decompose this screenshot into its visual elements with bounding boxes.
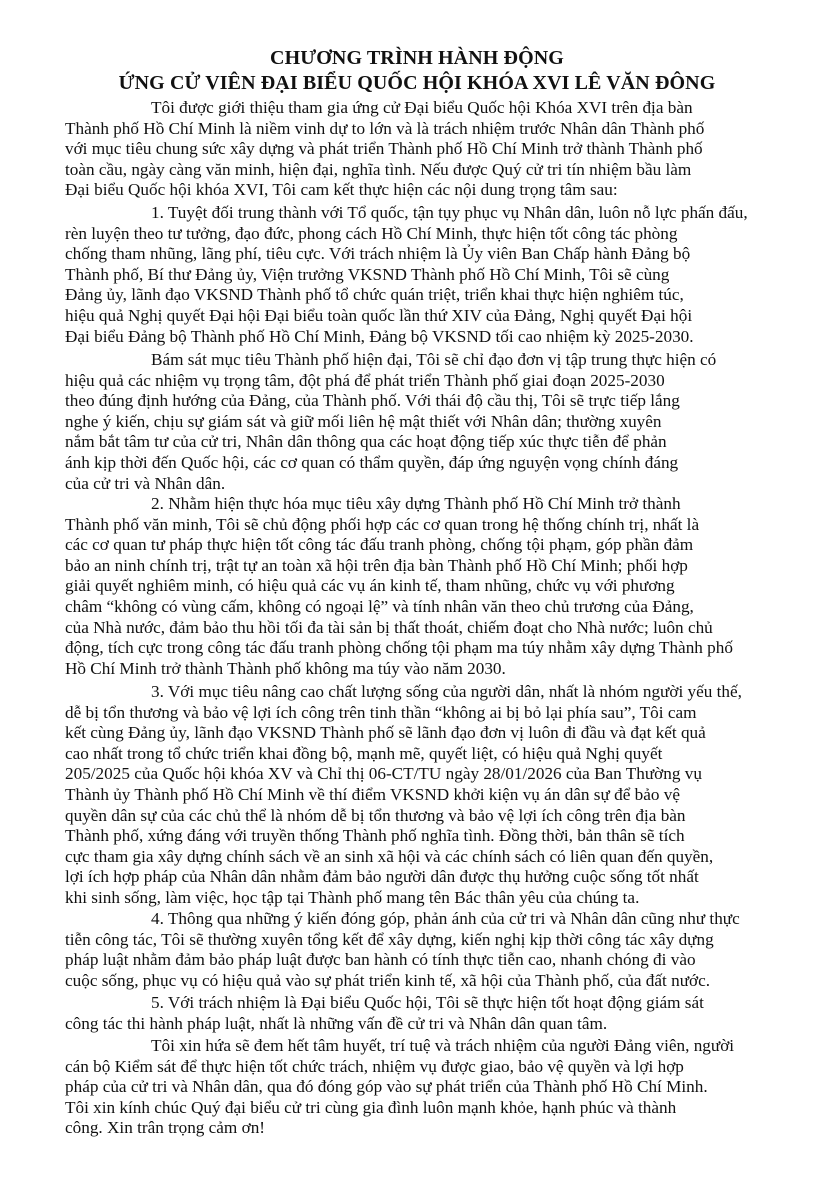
paragraph-line: nắm bắt tâm tư của cử tri, Nhân dân thông qua các hoạt động tiếp xúc thực tiễn để phản — [65, 432, 667, 452]
paragraph-line: 5. Với trách nhiệm là Đại biểu Quốc hội, Tôi sẽ thực hiện tốt hoạt động giám sát — [151, 993, 704, 1012]
paragraph-line: 205/2025 của Quốc hội khóa XV và Chỉ thị 06-CT/TU ngày 28/01/2026 của Ban Thường vụ — [65, 764, 702, 784]
paragraph-line: Tôi xin hứa sẽ đem hết tâm huyết, trí tuệ và trách nhiệm của người Đảng viên, người — [151, 1036, 735, 1055]
paragraph-line: hiệu quả Nghị quyết Đại hội Đại biểu toàn quốc lần thứ XIV của Đảng, Nghị quyết Đại hội — [65, 305, 693, 325]
paragraph-line: chống tham nhũng, lãng phí, tiêu cực. Với trách nhiệm là Ủy viên Ban Chấp hành Đảng bộ — [65, 244, 691, 264]
paragraph-line: giải quyết nghiêm minh, có hiệu quả các vụ án kinh tế, tham nhũng, chức vụ với phương — [65, 576, 675, 596]
paragraph-line: pháp luật nhằm đảm bảo pháp luật được ban hành có tính thực tiễn cao, nhanh chóng đi vào — [65, 950, 696, 970]
paragraph-line: với mục tiêu chung sức xây dựng và phát triển Thành phố Hồ Chí Minh trở thành Thành phố — [65, 139, 703, 159]
paragraph — [65, 203, 748, 347]
paragraph-line: của Nhà nước, đảm bảo thu hồi tối đa tài sản bị thất thoát, chiếm đoạt cho Nhà nước; luôn chủ — [65, 617, 713, 637]
paragraph-line: bảo an ninh chính trị, trật tự an toàn xã hội trên địa bàn Thành phố Hồ Chí Minh; phối hợp — [65, 555, 688, 575]
paragraph-line: Thành ủy Thành phố Hồ Chí Minh về thí điểm VKSND khởi kiện vụ án dân sự để bảo vệ — [65, 784, 680, 804]
paragraph-line: Hồ Chí Minh trở thành Thành phố không ma túy vào năm 2030. — [65, 658, 506, 678]
paragraph-line: 2. Nhằm hiện thực hóa mục tiêu xây dựng Thành phố Hồ Chí Minh trở thành — [151, 494, 681, 513]
paragraph-line: tiễn công tác, Tôi sẽ thường xuyên tổng kết để xây dựng, kiến nghị kịp thời công tác xây dựng — [65, 929, 714, 949]
paragraph-line: động, tích cực trong công tác đấu tranh phòng chống tội phạm ma túy nhằm xây dựng Thành phố — [65, 638, 733, 658]
paragraph-line: kết cùng Đảng ủy, lãnh đạo VKSND Thành phố sẽ lãnh đạo đơn vị luôn đi đầu và đạt kết quả — [65, 723, 706, 743]
paragraph-line: cao nhất trong tổ chức triển khai đồng bộ, mạnh mẽ, quyết liệt, có hiệu quả Nghị quyết — [65, 743, 663, 763]
paragraph-line: của cử tri và Nhân dân. — [65, 473, 226, 493]
paragraph-line: Đảng ủy, lãnh đạo VKSND Thành phố tổ chức quán triệt, triển khai thực hiện nghiêm túc, — [65, 285, 684, 305]
paragraph — [65, 993, 704, 1034]
paragraph-line: Thành phố, xứng đáng với truyền thống Thành phố nghĩa tình. Đồng thời, bản thân sẽ tích — [65, 826, 685, 846]
paragraph-line: 4. Thông qua những ý kiến đóng góp, phản ánh của cử tri và Nhân dân cũng như thực — [151, 909, 740, 928]
paragraph-line: cán bộ Kiểm sát để thực hiện tốt chức trách, nhiệm vụ được giao, bảo vệ quyền và lợi hợp — [65, 1056, 684, 1076]
document-title: CHƯƠNG TRÌNH HÀNH ĐỘNG — [270, 47, 564, 69]
paragraph-line: rèn luyện theo tư tưởng, đạo đức, phong cách Hồ Chí Minh, thực hiện tốt công tác phòng — [65, 223, 678, 243]
paragraph-line: Thành phố Hồ Chí Minh là niềm vinh dự to lớn và là trách nhiệm trước Nhân dân Thành phố — [65, 118, 705, 138]
paragraph — [65, 682, 742, 909]
paragraph-line: toàn cầu, ngày càng văn minh, hiện đại, nghĩa tình. Nếu được Quý cử tri tín nhiệm bầu làm — [65, 159, 692, 179]
paragraph — [65, 1036, 735, 1139]
paragraph — [65, 98, 705, 201]
paragraph-line: công tác thi hành pháp luật, nhất là những vấn đề cử tri và Nhân dân quan tâm. — [65, 1013, 608, 1033]
paragraph-line: công. Xin trân trọng cảm ơn! — [65, 1118, 266, 1138]
paragraph-line: Bám sát mục tiêu Thành phố hiện đại, Tôi sẽ chỉ đạo đơn vị tập trung thực hiện có — [151, 350, 717, 369]
paragraph-line: quyền dân sự của các chủ thể là nhóm dễ bị tổn thương và bảo vệ lợi ích công trên địa bàn — [65, 805, 686, 825]
paragraph-line: hiệu quả các nhiệm vụ trọng tâm, đột phá để phát triển Thành phố giai đoạn 2025-2030 — [65, 370, 665, 390]
paragraph-line: Đại biểu Đảng bộ Thành phố Hồ Chí Minh, Đảng bộ VKSND tối cao nhiệm kỳ 2025-2030. — [65, 326, 694, 346]
paragraph-line: theo đúng định hướng của Đảng, của Thành phố. Với thái độ cầu thị, Tôi sẽ trực tiếp lắng — [65, 391, 680, 411]
paragraph-line: Thành phố, Bí thư Đảng ủy, Viện trưởng VKSND Thành phố Hồ Chí Minh, Tôi sẽ cùng — [65, 264, 670, 284]
paragraph-line: nghe ý kiến, chịu sự giám sát và giữ mối liên hệ mật thiết với Nhân dân; thường xuyên — [65, 411, 662, 431]
paragraph-line: Đại biểu Quốc hội khóa XVI, Tôi cam kết thực hiện các nội dung trọng tâm sau: — [65, 180, 618, 200]
document-subtitle: ỨNG CỬ VIÊN ĐẠI BIỂU QUỐC HỘI KHÓA XVI LÊ VĂN ĐÔNG — [118, 72, 716, 94]
paragraph-line: pháp của cử tri và Nhân dân, qua đó đóng góp vào sự phát triển của Thành phố Hồ Chí Minh. — [65, 1077, 708, 1097]
paragraph-line: 1. Tuyệt đối trung thành với Tổ quốc, tận tụy phục vụ Nhân dân, luôn nỗ lực phấn đấu, — [151, 203, 748, 222]
paragraph-line: các cơ quan tư pháp thực hiện tốt công tác đấu tranh phòng, chống tội phạm, góp phần đảm — [65, 535, 694, 555]
paragraph-line: Tôi xin kính chúc Quý đại biểu cử tri cùng gia đình luôn mạnh khỏe, hạnh phúc và thành — [65, 1097, 677, 1117]
paragraph-line: châm “không có vùng cấm, không có ngoại lệ” và tính nhân văn theo chủ trương của Đảng, — [65, 596, 694, 616]
paragraph-line: ánh kịp thời đến Quốc hội, các cơ quan có thẩm quyền, đáp ứng nguyện vọng chính đáng — [65, 452, 679, 472]
paragraph-line: cuộc sống, phục vụ có hiệu quả vào sự phát triển kinh tế, xã hội của Thành phố, của đất nước. — [65, 970, 711, 990]
paragraph — [65, 494, 733, 679]
paragraph — [65, 909, 740, 991]
paragraph — [65, 350, 717, 494]
paragraph-line: khi sinh sống, làm việc, học tập tại Thành phố mang tên Bác thân yêu của chúng ta. — [65, 887, 640, 907]
paragraph-line: Tôi được giới thiệu tham gia ứng cử Đại biểu Quốc hội Khóa XVI trên địa bàn — [151, 98, 693, 117]
paragraph-line: dễ bị tổn thương và bảo vệ lợi ích công trên tinh thần “không ai bị bỏ lại phía sau”, Tôi cam — [65, 702, 697, 722]
paragraph-line: Thành phố văn minh, Tôi sẽ chủ động phối hợp các cơ quan trong hệ thống chính trị, nhất là — [65, 514, 700, 534]
paragraph-line: lợi ích hợp pháp của Nhân dân nhằm đảm bảo người dân được thụ hưởng cuộc sống tốt nhất — [65, 867, 699, 887]
paragraph-line: 3. Với mục tiêu nâng cao chất lượng sống của người dân, nhất là nhóm người yếu thế, — [151, 682, 742, 701]
paragraph-line: cực tham gia xây dựng chính sách về an sinh xã hội và các chính sách có liên quan đến quyền, — [65, 846, 714, 866]
